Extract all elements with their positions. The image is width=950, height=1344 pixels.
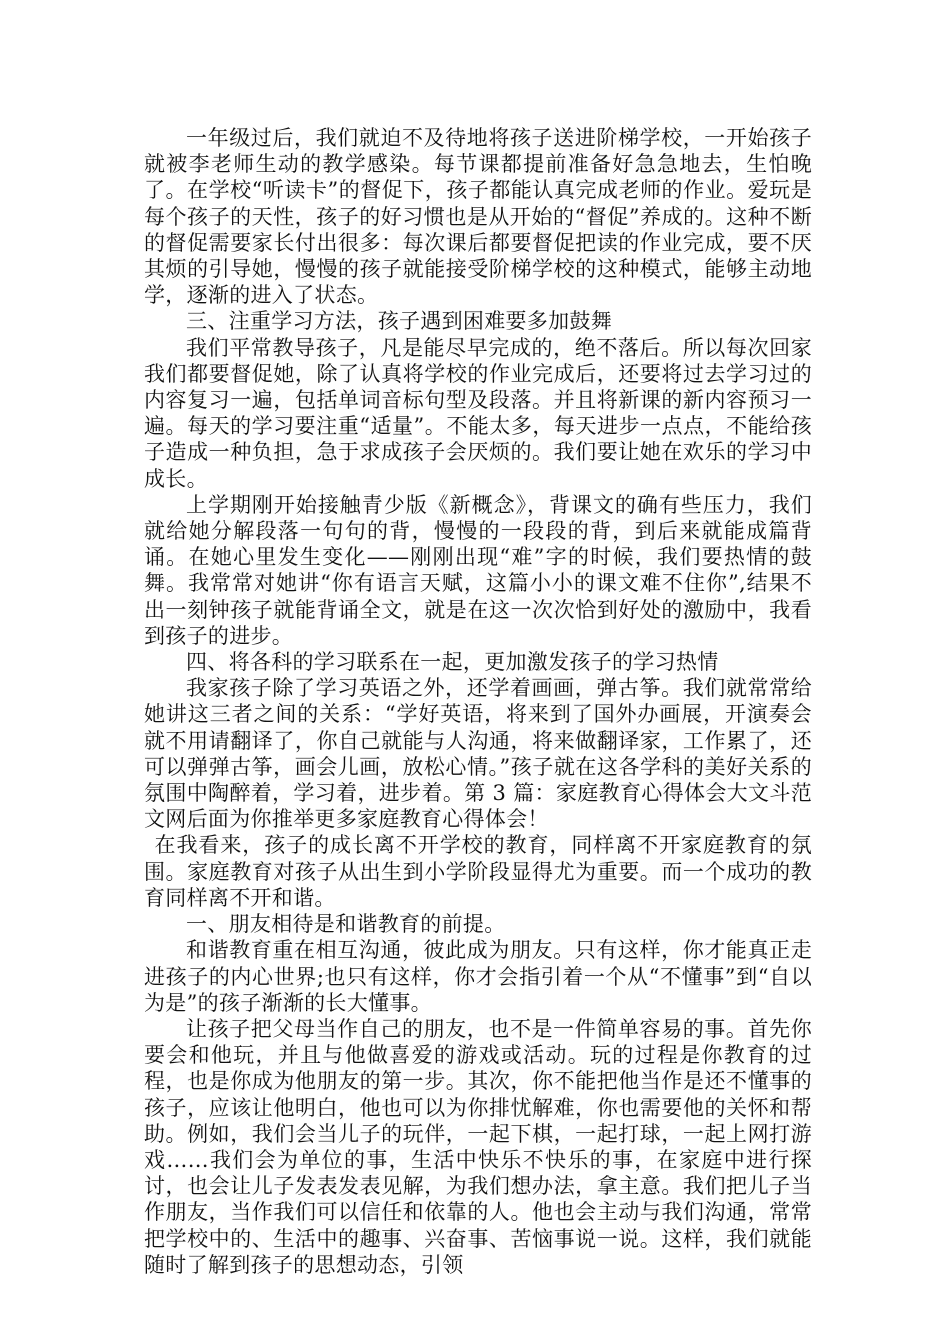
paragraph-new-concept: 上学期刚开始接触青少版《新概念》，背课文的确有些压力，我们就给她分解段落一句句的背，慢慢的一段段的背，到后来就能成篇背诵。在她心里发生变化——刚刚出现“难”字的时候，我们要热情的鼓舞。我常常对她讲“你有语言天赋，这篇小小的课文难不住你”,结果不出一刻钟孩子就能背诵全文，就是在这一次次恰到好处的激励中，我看到孩子的进步。 (144, 492, 812, 648)
heading-learning-methods: 三、注重学习方法，孩子遇到困难要多加鼓舞 (186, 309, 612, 334)
paragraph-family-education: 在我看来，孩子的成长离不开学校的教育，同样离不开家庭教育的氛围。家庭教育对孩子从出生到小学阶段显得尤为重要。而一个成功的教育同样离不开和谐。 (144, 833, 812, 910)
heading-friends: 一、朋友相待是和谐教育的前提。 (186, 912, 506, 937)
paragraph-painting-guzheng: 我家孩子除了学习英语之外，还学着画画，弹古筝。我们就常常给她讲这三者之间的关系：“学好英语，将来到了国外办画展，开演奏会就不用请翻译了，你自己就能与人沟通，将来做翻译家，工作累了，还可以弹弹古筝，画会儿画，放松心情。”孩子就在这各学科的美好关系的氛围中陶醉着，学习着，进步着。第 3 篇：家庭教育心得体会大文斗范文网后面为你推举更多家庭教育心得体会！ (144, 676, 812, 832)
document-body (144, 125, 812, 1278)
paragraph-daily-study: 我们平常教导孩子，凡是能尽早完成的，绝不落后。所以每次回家我们都要督促她，除了认真将学校的作业完成后，还要将过去学习过的内容复习一遍，包括单词音标句型及段落。并且将新课的新内容预习一遍。每天的学习要注重“适量”。不能太多，每天进步一点点，不能给孩子造成一种负担，急于求成孩子会厌烦的。我们要让她在欢乐的学习中成长。 (144, 335, 812, 491)
heading-subject-links: 四、将各科的学习联系在一起，更加激发孩子的学习热情 (186, 650, 719, 675)
paragraph-homework-habits: 一年级过后，我们就迫不及待地将孩子送进阶梯学校，一开始孩子就被李老师生动的教学感染。每节课都提前准备好急急地去，生怕晚了。在学校“听读卡”的督促下，孩子都能认真完成老师的作业。爱玩是每个孩子的天性，孩子的好习惯也是从开始的“督促”养成的。这种不断的督促需要家长付出很多：每次课后都要督促把读的作业完成，要不厌其烦的引导她，慢慢的孩子就能接受阶梯学校的这种模式，能够主动地学，逐渐的进入了状态。 (144, 126, 812, 308)
paragraph-communication: 和谐教育重在相互沟通，彼此成为朋友。只有这样，你才能真正走进孩子的内心世界;也只有这样，你才会指引着一个从“不懂事”到“自以为是”的孩子渐渐的长大懂事。 (144, 938, 812, 1015)
paragraph-parents-as-friends: 让孩子把父母当作自己的朋友，也不是一件简单容易的事。首先你要会和他玩，并且与他做喜爱的游戏或活动。玩的过程是你教育的过程，也是你成为他朋友的第一步。其次，你不能把他当作是还不懂事的孩子，应该让他明白，他也可以为你排忧解难，你也需要他的关怀和帮助。例如，我们会当儿子的玩伴，一起下棋，一起打球，一起上网打游戏……我们会为单位的事，生活中快乐不快乐的事，在家庭中进行探讨，也会让儿子发表发表见解，为我们想办法，拿主意。我们把儿子当作朋友，当作我们可以信任和依靠的人。他也会主动与我们沟通，常常把学校中的、生活中的趣事、兴奋事、苦恼事说一说。这样，我们就能随时了解到孩子的思想动态，引领 (144, 1016, 812, 1277)
